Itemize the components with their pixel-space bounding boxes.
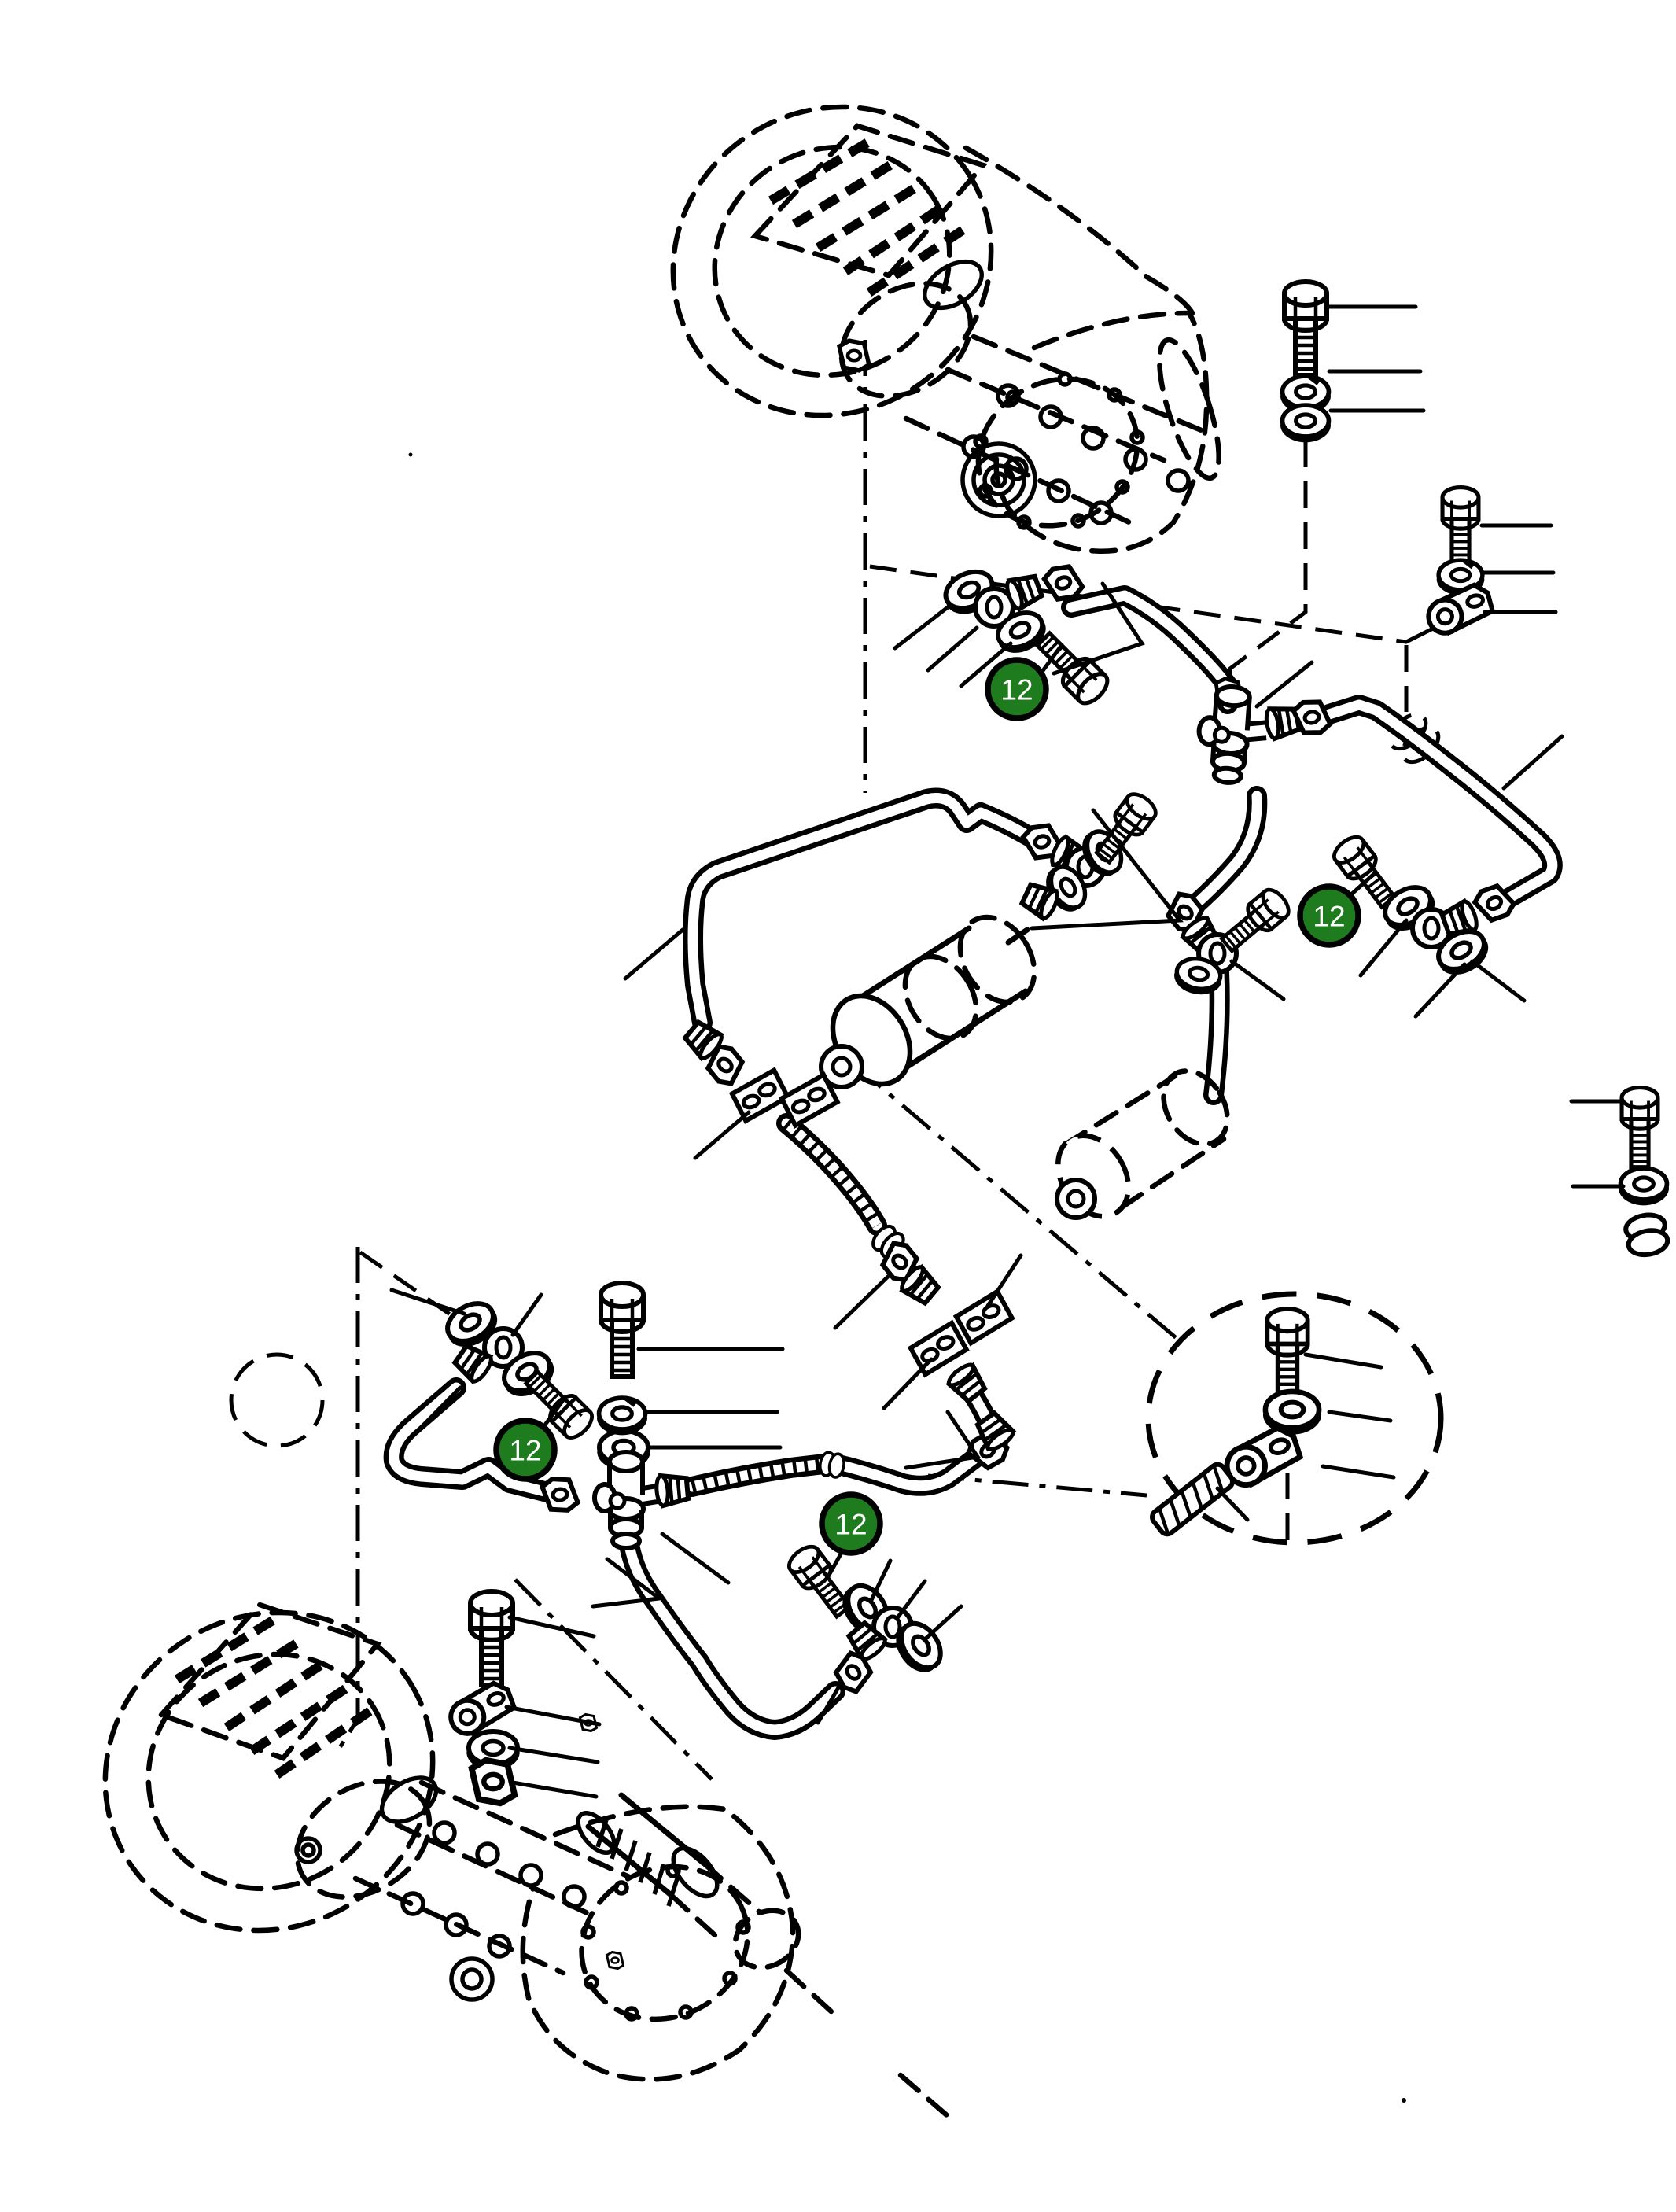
hidden-boss-circle	[231, 1355, 322, 1446]
mounting-bolt-with-clamp-and-nut	[444, 1591, 518, 1803]
callout-badge[interactable]	[822, 1495, 880, 1553]
cylinder-upper-banjo-group	[1020, 789, 1160, 920]
edge-fastener-group-right	[1621, 1088, 1670, 1258]
callout-badge-label: 12	[834, 1508, 867, 1541]
callout-badge[interactable]	[496, 1421, 554, 1479]
callout-badge[interactable]	[1300, 887, 1358, 945]
cooling-fins	[177, 1619, 374, 1775]
washer	[1265, 1392, 1319, 1432]
flexible-hose-lower	[692, 1464, 824, 1487]
callout-badge[interactable]	[988, 660, 1046, 718]
leader-lines	[392, 307, 1623, 1797]
banjo-fitting-group-lower-mid	[785, 1542, 949, 1696]
upper-axle-assembly	[615, 47, 1232, 553]
diff-bolt-ring	[556, 1839, 774, 2047]
mounting-bolt-with-washers-top	[1283, 282, 1329, 441]
brake-cylinder-upper	[817, 904, 1049, 1099]
callout-badge-label: 12	[1000, 673, 1033, 706]
banjo-bolt	[1089, 789, 1159, 867]
housing-upper-edge	[966, 148, 1192, 313]
callout-badge-label: 12	[1313, 900, 1346, 933]
brake-cylinder-lower	[1044, 1060, 1240, 1230]
callout-badge-label: 12	[509, 1434, 542, 1467]
flange-bolt	[839, 341, 869, 371]
hex-bolt	[1267, 1309, 1307, 1398]
brake-pipes	[394, 595, 1553, 1730]
mounting-bolt-with-pipe-clamp	[1424, 488, 1495, 637]
detail-circle	[1148, 1294, 1441, 1547]
flexible-hose-upper	[786, 1123, 877, 1226]
flange	[820, 260, 991, 419]
banjo-bolt	[1216, 885, 1293, 957]
brake-tee-fitting-upper	[1195, 678, 1332, 785]
